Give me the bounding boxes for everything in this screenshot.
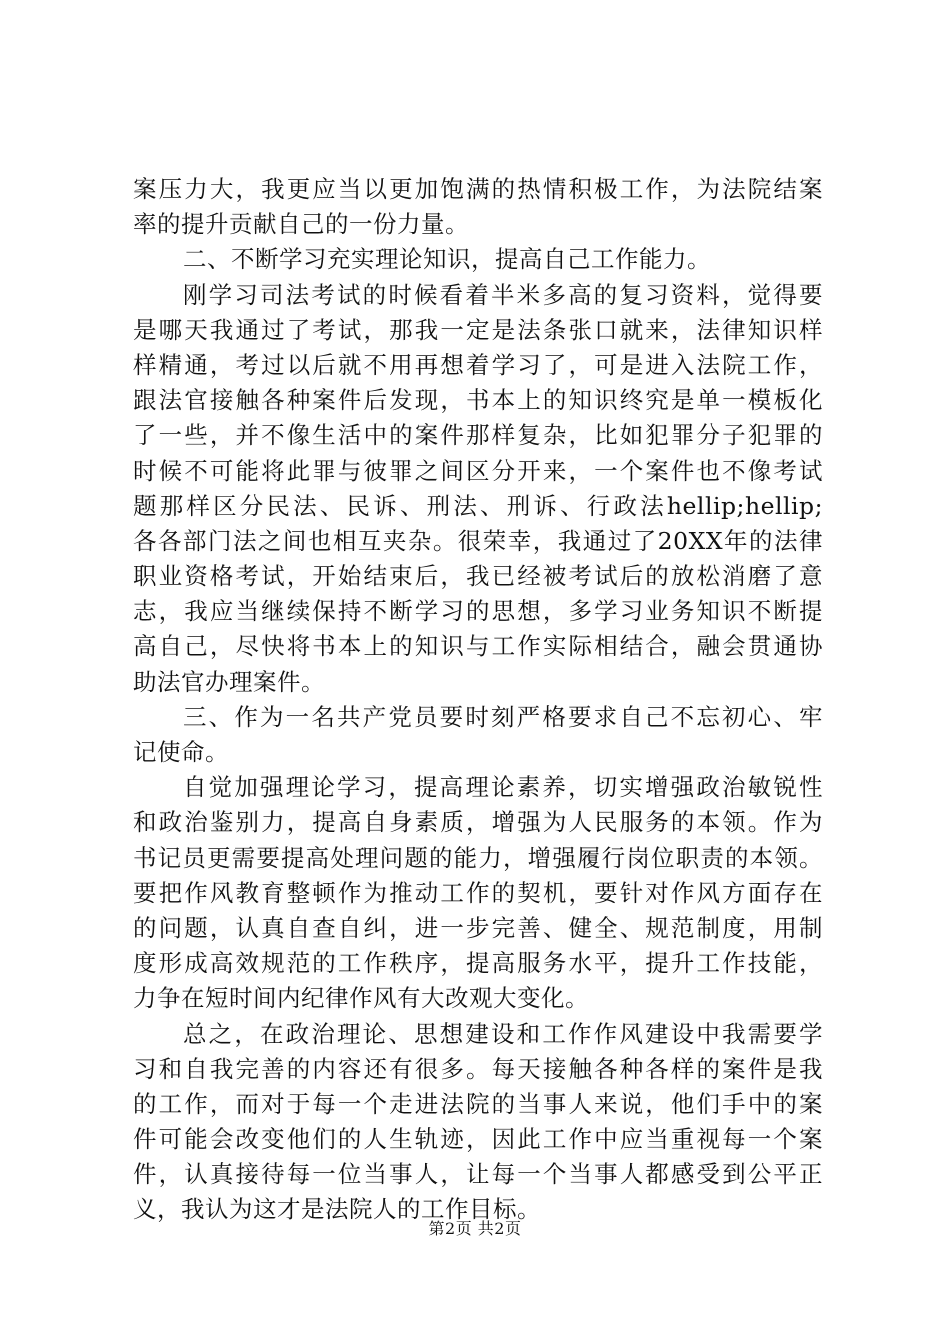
text-line: 各各部门法之间也相互夹杂。很荣幸，我通过了20XX年的法律 <box>133 526 823 555</box>
text-line: 职业资格考试，开始结束后，我已经被考试后的放松消磨了意 <box>133 562 823 591</box>
paragraph <box>133 770 823 1016</box>
text-line: 记使命。 <box>133 738 229 766</box>
paragraph-conclusion <box>133 1017 823 1228</box>
text-line: 高自己，尽快将书本上的知识与工作实际相结合，融会贯通协 <box>133 632 823 661</box>
text-line: 了一些，并不像生活中的案件那样复杂，比如犯罪分子犯罪的 <box>133 421 823 450</box>
text-line: 件，认真接待每一位当事人，让每一个当事人都感受到公平正 <box>133 1160 823 1189</box>
text-line: 自觉加强理论学习，提高理论素养，切实增强政治敏锐性 <box>183 773 823 802</box>
document-body <box>133 172 823 1228</box>
text-line: 率的提升贡献自己的一份力量。 <box>133 210 469 239</box>
text-line: 题那样区分民法、民诉、刑法、刑诉、行政法hellip;hellip; <box>133 491 823 520</box>
text-line: 时候不可能将此罪与彼罪之间区分开来，一个案件也不像考试 <box>133 456 823 485</box>
text-line: 志，我应当继续保持不断学习的思想，多学习业务知识不断提 <box>133 597 823 626</box>
page-number-footer: 第2页 共2页 <box>428 1219 522 1238</box>
text-line: 度形成高效规范的工作秩序，提高服务水平，提升工作技能， <box>133 949 823 978</box>
text-line: 样精通，考过以后就不用再想着学习了，可是进入法院工作， <box>133 350 823 379</box>
text-line: 是哪天我通过了考试，那我一定是法条张口就来，法律知识样 <box>133 315 823 344</box>
paragraph-continuation <box>133 172 823 242</box>
text-line: 件可能会改变他们的人生轨迹，因此工作中应当重视每一个案 <box>133 1125 823 1154</box>
text-line: 总之，在政治理论、思想建设和工作作风建设中我需要学 <box>183 1019 823 1048</box>
section-heading-3 <box>133 700 823 770</box>
paragraph <box>133 278 823 700</box>
text-line: 三、作为一名共产党员要时刻严格要求自己不忘初心、牢 <box>183 702 823 731</box>
text-line: 要把作风教育整顿作为推动工作的契机，要针对作风方面存在 <box>133 878 823 907</box>
section-heading-2 <box>133 242 823 277</box>
text-line: 和政治鉴别力，提高自身素质，增强为人民服务的本领。作为 <box>133 808 823 837</box>
text-line: 二、不断学习充实理论知识，提高自己工作能力。 <box>183 245 711 274</box>
text-line: 习和自我完善的内容还有很多。每天接触各种各样的案件是我 <box>133 1054 823 1083</box>
text-line: 案压力大，我更应当以更加饱满的热情积极工作，为法院结案 <box>133 175 823 203</box>
text-line: 助法官办理案件。 <box>133 667 325 696</box>
text-line: 义，我认为这才是法院人的工作目标。 <box>133 1195 541 1224</box>
text-line: 的工作，而对于每一个走进法院的当事人来说，他们手中的案 <box>133 1089 823 1118</box>
text-line: 的问题，认真自查自纠，进一步完善、健全、规范制度，用制 <box>133 913 823 942</box>
text-line: 刚学习司法考试的时候看着半米多高的复习资料，觉得要 <box>183 280 823 309</box>
text-line: 力争在短时间内纪律作风有大改观大变化。 <box>133 984 589 1013</box>
text-line: 跟法官接触各种案件后发现，书本上的知识终究是单一模板化 <box>133 386 823 415</box>
text-line: 书记员更需要提高处理问题的能力，增强履行岗位职责的本领。 <box>133 843 823 872</box>
